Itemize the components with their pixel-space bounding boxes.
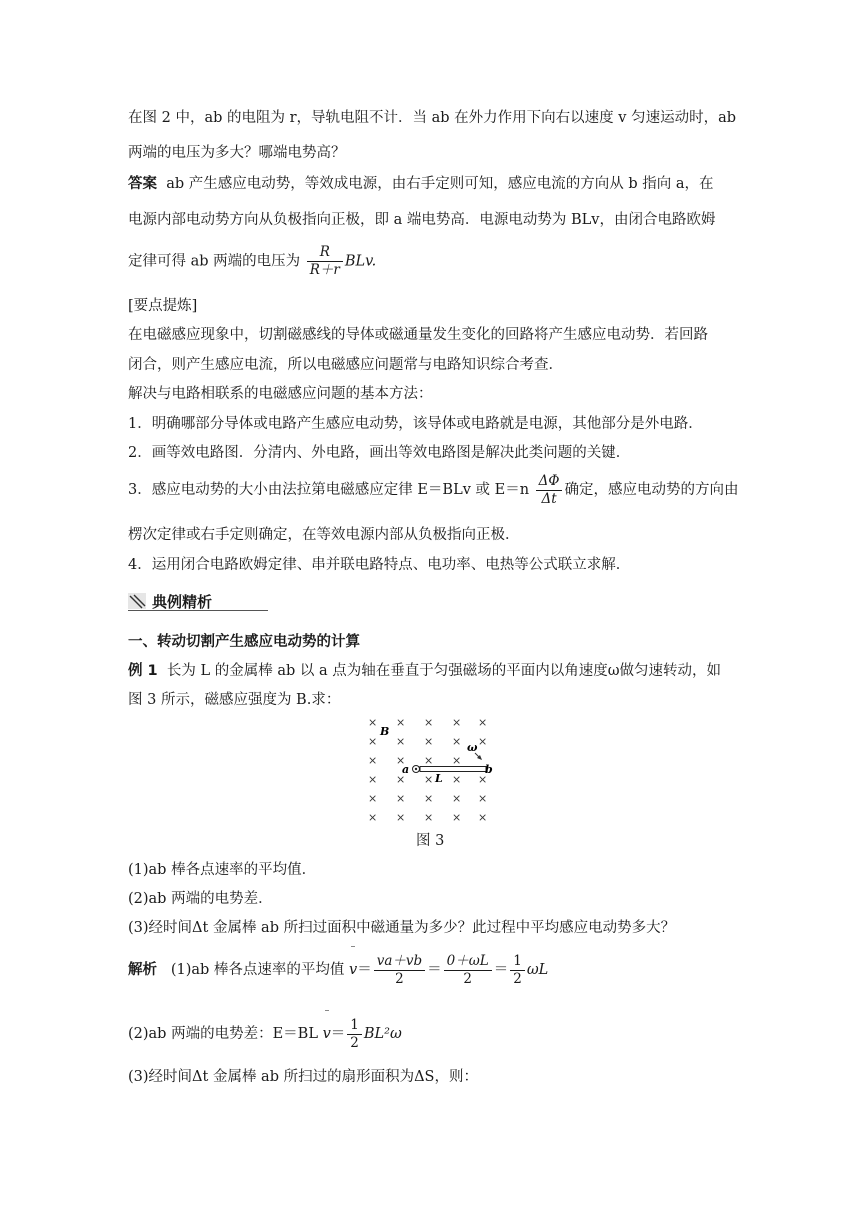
answer-line-2: 电源内部电动势方向从负极指向正极，即 a 端电势高．电源电动势为 BLv，由闭合电路欧姆: [128, 212, 716, 228]
field-cross: ×: [452, 811, 462, 824]
field-cross: ×: [478, 773, 488, 786]
avg-velocity-symbol-2: v: [323, 1016, 331, 1052]
faraday-fraction-denominator: Δt: [541, 490, 557, 507]
rod-ab: [420, 767, 486, 772]
section-subheading: 一、转动切割产生感应电动势的计算: [128, 634, 360, 650]
voltage-fraction-numerator: R: [307, 244, 343, 262]
field-cross: ×: [368, 811, 378, 824]
avg-fraction-1-denominator: 2: [395, 970, 404, 987]
emf-fraction-numerator: 1: [347, 1017, 362, 1035]
solution-line-1: 解析 (1)ab 棒各点速率的平均值 v＝ $\frac{va+vb}{2}$ ＝ $\frac{0+\omega L}{2}$ ＝ $\frac{1}{2}$ ωL: [128, 952, 549, 987]
field-cross: ×: [368, 735, 378, 748]
solution-2-tail: BL²ω: [363, 1026, 402, 1042]
field-cross: ×: [478, 811, 488, 824]
avg-fraction-1: [374, 953, 425, 988]
answer-text-3: 定律可得 ab 两端的电压为: [128, 253, 301, 270]
field-cross: ×: [452, 735, 462, 748]
key-points-p3: 解决与电路相联系的电磁感应问题的基本方法：: [128, 386, 433, 402]
avg-velocity-symbol: v: [349, 952, 357, 988]
avg-fraction-3: [510, 953, 525, 988]
pivot-a-dot: [415, 768, 417, 770]
intro-line-2: 两端的电压为多大？哪端电势高？: [128, 145, 346, 161]
solution-text-2: (2)ab 两端的电势差：E＝BL: [128, 1026, 318, 1042]
solution-line-2: (2)ab 两端的电势差：E＝BL v＝ $\frac{1}{2}$ BL²ω: [128, 1016, 402, 1051]
example-text-1: 长为 L 的金属棒 ab 以 a 点为轴在垂直于匀强磁场的平面内以角速度ω做匀速转动，如: [166, 663, 722, 679]
example-line-2: 图 3 所示，磁感应强度为 B.求：: [128, 692, 341, 708]
example-label: 例 1: [128, 663, 158, 679]
field-cross: ×: [478, 792, 488, 805]
voltage-fraction-denominator: R＋r: [309, 262, 340, 278]
field-cross: ×: [424, 754, 434, 767]
answer-text-1: ab 产生感应电动势，等效成电源，由右手定则可知，感应电流的方向从 b 指向 a，在: [166, 176, 714, 192]
field-cross: ×: [424, 811, 434, 824]
answer-text-3-tail: BLv.: [344, 253, 377, 270]
field-cross: ×: [368, 773, 378, 786]
field-cross: ×: [368, 754, 378, 767]
question-1: (1)ab 棒各点速率的平均值．: [128, 862, 317, 878]
avg-fraction-2-numerator: 0＋ωL: [444, 953, 492, 971]
question-3: (3)经时间Δt 金属棒 ab 所扫过面积中磁通量为多少？此过程中平均感应电动势多大？: [128, 920, 676, 936]
intro-line-1: 在图 2 中，ab 的电阻为 r，导轨电阻不计．当 ab 在外力作用下向右以速度 v 匀速运动时，ab: [128, 110, 736, 126]
section-banner: [128, 592, 268, 612]
field-cross: ×: [396, 735, 406, 748]
faraday-fraction-numerator: ΔΦ: [536, 473, 563, 491]
solution-line-3: (3)经时间Δt 金属棒 ab 所扫过的扇形面积为ΔS，则：: [128, 1069, 478, 1085]
emf-fraction: [347, 1017, 362, 1052]
avg-fraction-2-denominator: 2: [463, 970, 472, 987]
banner-title: 典例精析: [152, 593, 213, 611]
label-L: L: [435, 772, 443, 785]
answer-line-3: [128, 244, 376, 279]
figure-3: [360, 713, 500, 825]
key-points-item-4: 4．运用闭合电路欧姆定律、串并联电路特点、电功率、电热等公式联立求解．: [128, 557, 631, 573]
key-points-item-3-text: 3．感应电动势的大小由法拉第电磁感应定律 E＝BLv 或 E＝n: [128, 482, 530, 498]
label-b: b: [485, 763, 493, 776]
answer-label: 答案: [128, 176, 157, 192]
field-cross: ×: [368, 716, 378, 729]
field-cross: ×: [368, 792, 378, 805]
key-points-heading: [要点提炼]: [128, 298, 198, 314]
field-cross: ×: [396, 773, 406, 786]
avg-fraction-3-numerator: 1: [510, 953, 525, 971]
field-cross: ×: [452, 773, 462, 786]
field-cross: ×: [452, 792, 462, 805]
field-cross: ×: [478, 735, 488, 748]
key-points-p2: 闭合，则产生感应电流，所以电磁感应问题常与电路知识综合考查．: [128, 357, 563, 373]
faraday-fraction: [536, 473, 563, 508]
key-points-item-2: 2．画等效电路图．分清内、外电路，画出等效电路图是解决此类问题的关键．: [128, 445, 631, 461]
voltage-fraction: [307, 244, 343, 279]
solution-text-1: (1)ab 棒各点速率的平均值: [170, 962, 345, 978]
key-points-item-3: [128, 472, 738, 508]
solution-label: 解析: [128, 962, 157, 978]
banner-rule: [128, 610, 268, 611]
question-2: (2)ab 两端的电势差．: [128, 891, 273, 907]
field-cross: ×: [424, 773, 434, 786]
figure-caption: 图 3: [416, 833, 445, 849]
label-a: a: [402, 763, 410, 776]
key-points-item-3-tail: 确定，感应电动势的方向由: [564, 482, 739, 498]
field-cross: ×: [478, 716, 488, 729]
field-cross: ×: [396, 754, 406, 767]
field-cross: ×: [424, 735, 434, 748]
field-cross: ×: [424, 792, 434, 805]
field-cross: ×: [396, 792, 406, 805]
field-cross: ×: [396, 716, 406, 729]
emf-fraction-denominator: 2: [350, 1034, 359, 1051]
answer-line-1: [128, 174, 714, 194]
field-cross: ×: [452, 716, 462, 729]
field-cross: ×: [424, 716, 434, 729]
field-cross: ×: [452, 754, 462, 767]
key-points-item-3-line-2: 楞次定律或右手定则确定，在等效电源内部从负极指向正极．: [128, 527, 520, 543]
field-cross: ×: [396, 811, 406, 824]
label-omega: ω: [467, 741, 478, 754]
key-points-item-1: 1．明确哪部分导体或电路产生感应电动势，该导体或电路就是电源，其他部分是外电路．: [128, 416, 703, 432]
avg-fraction-3-denominator: 2: [513, 970, 522, 987]
banner-stripe-icon: [128, 593, 148, 609]
avg-fraction-2: [444, 953, 492, 988]
avg-fraction-1-numerator: va＋vb: [374, 953, 425, 971]
label-B: B: [380, 725, 390, 738]
solution-1-tail: ωL: [526, 962, 549, 978]
example-line-1: [128, 661, 721, 681]
key-points-p1: 在电磁感应现象中，切割磁感线的导体或磁通量发生变化的回路将产生感应电动势．若回路: [128, 327, 708, 343]
